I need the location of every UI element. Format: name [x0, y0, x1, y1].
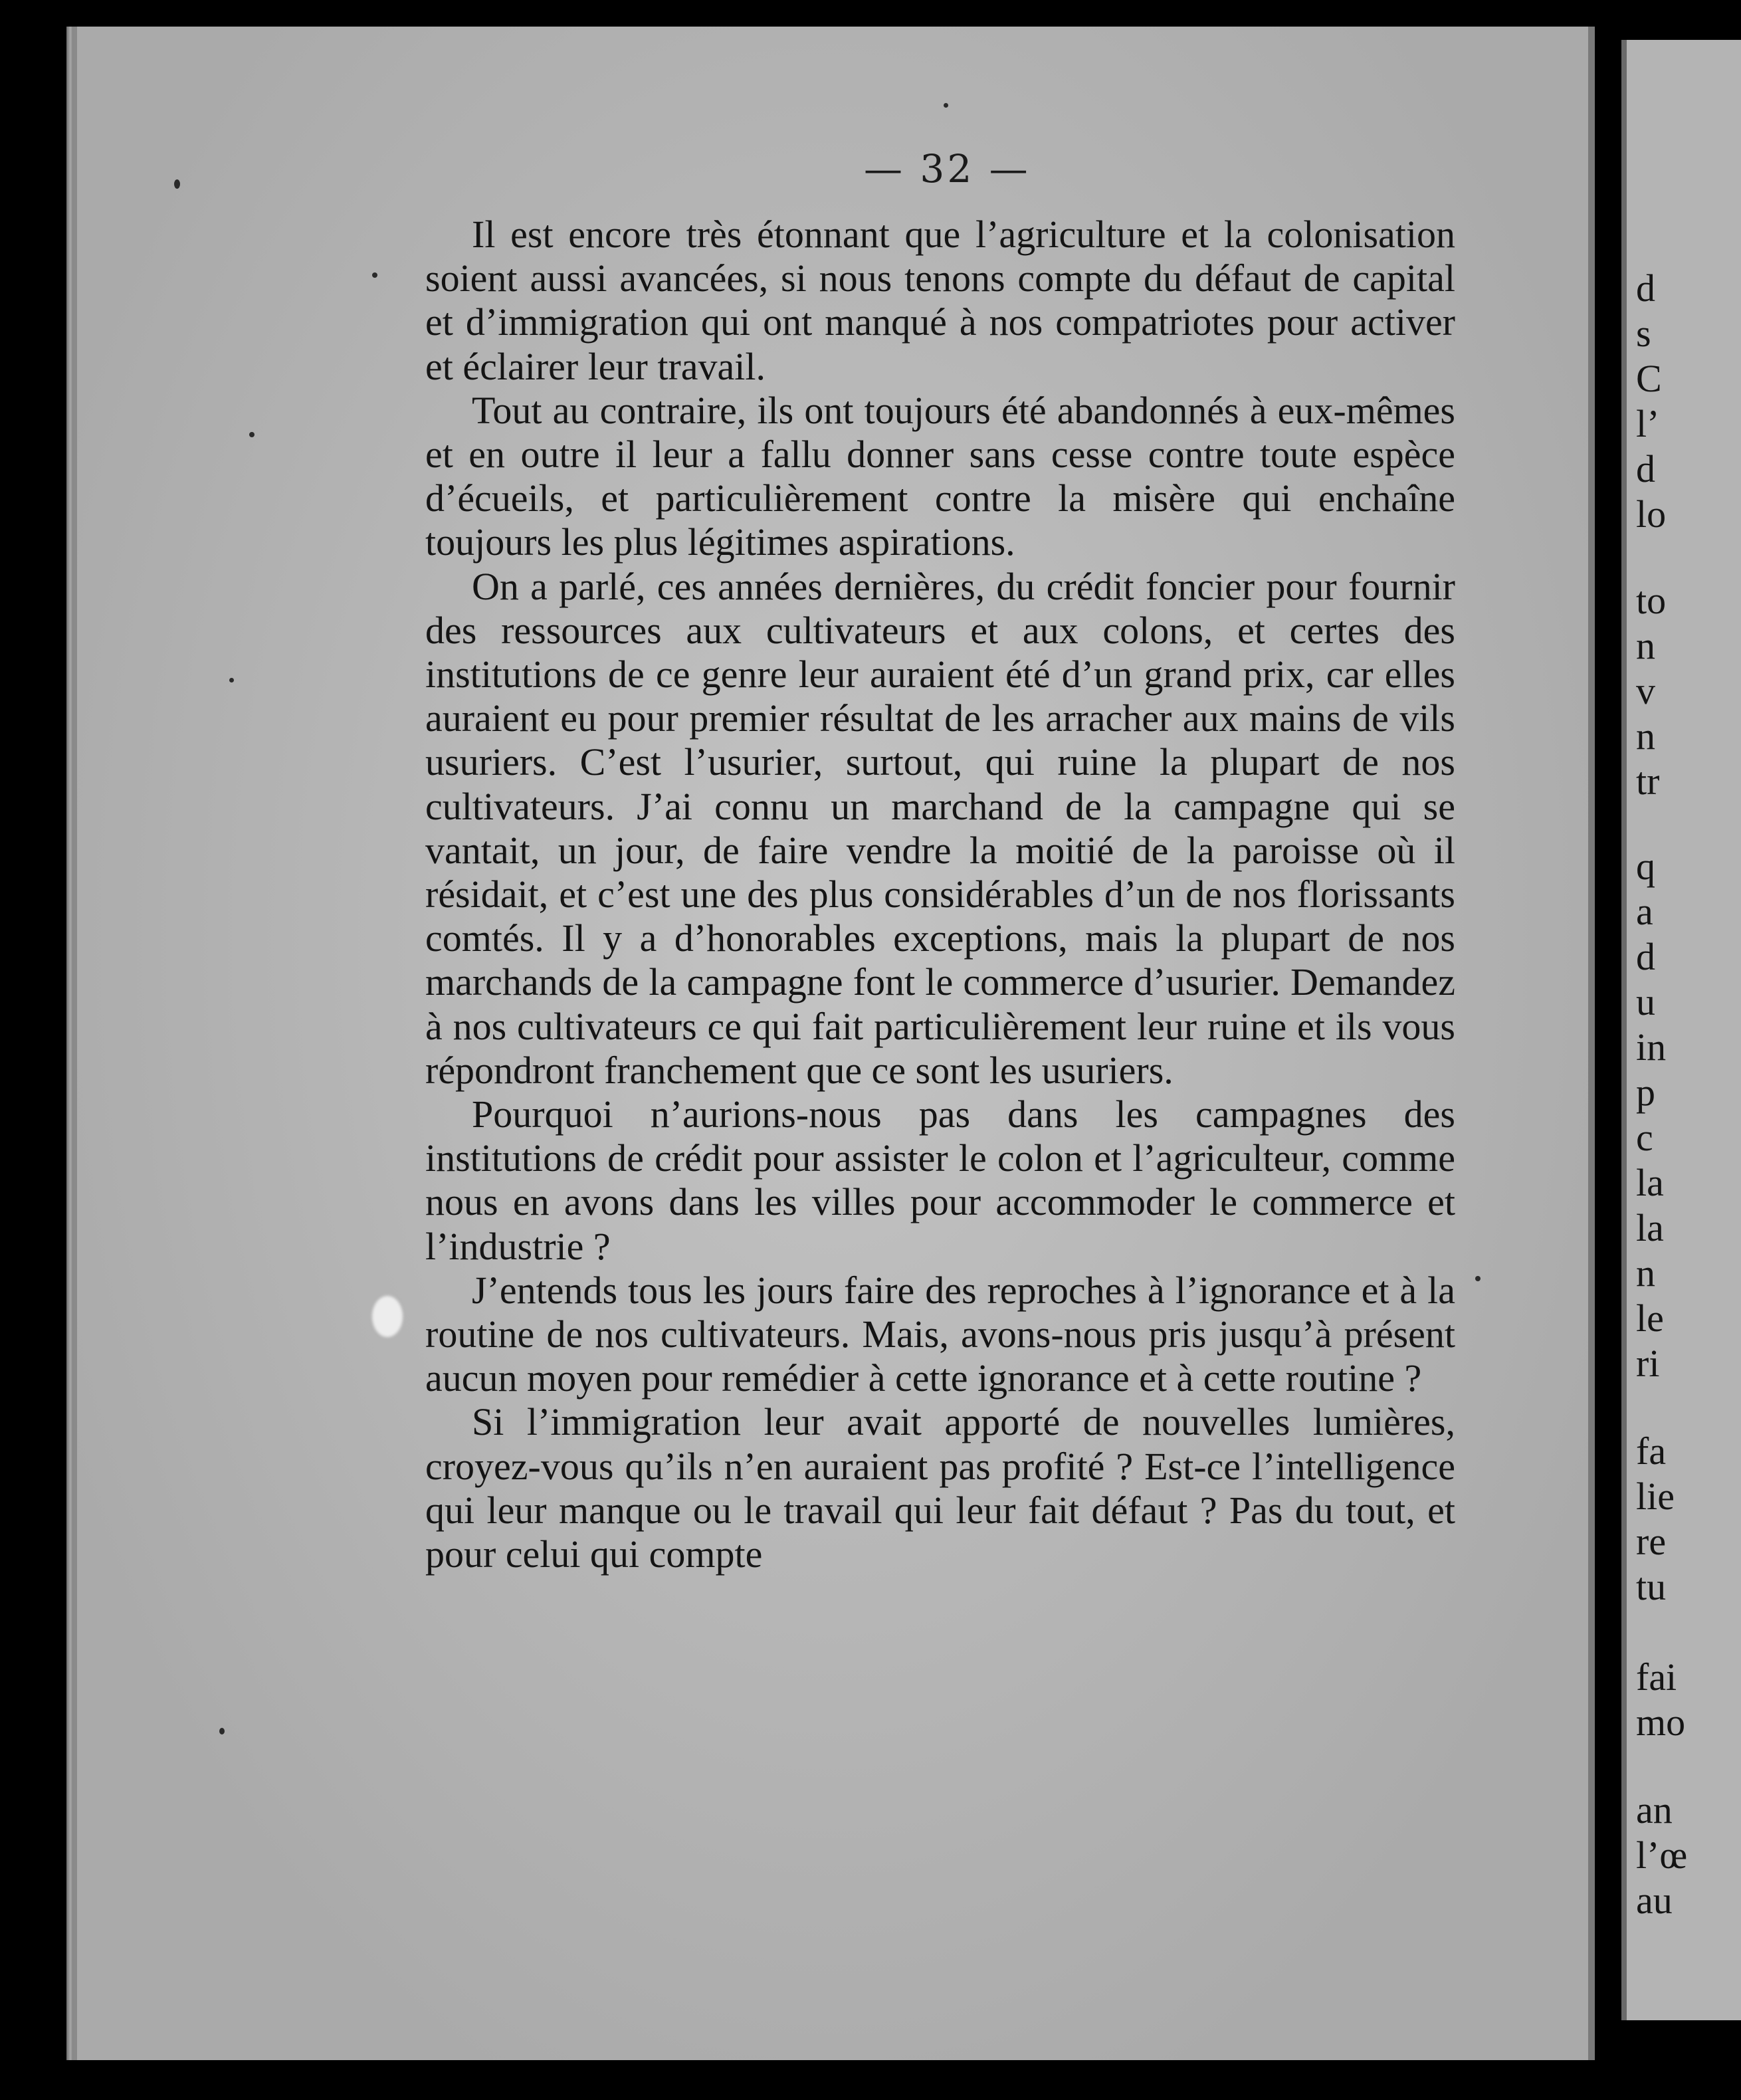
next-page-fragment: s [1636, 312, 1651, 355]
next-page-fragment: d [1636, 935, 1655, 978]
paragraph-3: On a parlé, ces années dernières, du crédit foncier pour fournir des ressources aux cultivateurs et aux colons, et certes des institutions de ce genre leur auraient été d’un grand prix, car elles auraient eu pour premier résultat de les arracher aux mains de vils usuriers. C’est l’usurier, surtout, qui ruine la plupart de nos cultivateurs. J’ai connu un marchand de la campagne qui se vantait, un jour, de faire vendre la moitié de la paroisse où il résidait, et c’est une des plus considérables d’un de nos florissants comtés. Il y a d’honorables exceptions, mais la plupart de nos marchands de la campagne font le commerce d’usurier. Demandez à nos cultivateurs ce qui fait particulièrement leur ruine et ils vous répondront franchement que ce sont les usuriers. [425, 564, 1455, 1092]
next-page-fragment: l’œ [1636, 1834, 1688, 1877]
next-page-fragment: c [1636, 1116, 1653, 1159]
next-page-fragment: d [1636, 447, 1655, 490]
next-page-fragment: au [1636, 1879, 1673, 1922]
next-page-fragment: la [1636, 1206, 1664, 1249]
next-page-fragment: in [1636, 1025, 1667, 1069]
next-page-fragment: ri [1636, 1342, 1660, 1385]
next-page-fragment: fai [1636, 1655, 1677, 1699]
next-page-fragment: lo [1636, 492, 1667, 536]
next-page-fragment: u [1636, 980, 1655, 1023]
next-page-fragment: tr [1636, 760, 1660, 803]
next-page-fragment: C [1636, 357, 1662, 400]
next-page-fragment: la [1636, 1161, 1664, 1204]
next-page-fragment: n [1636, 1251, 1655, 1295]
next-page-fragment: n [1636, 624, 1655, 667]
paragraph-1: Il est encore très étonnant que l’agriculture et la colonisation soient aussi avancées, si nous tenons compte du défaut de capital et d’immigration qui ont manqué à nos compatriotes pour activer et éclairer leur travail. [425, 213, 1455, 388]
dust-speck [174, 179, 180, 189]
next-page-fragment: v [1636, 669, 1655, 712]
paragraph-6: Si l’immigration leur avait apporté de nouvelles lumières, croyez-vous qu’ils n’en auraient pas profité ? Est-ce l’intelligence qui leur manque ou le travail qui leur fait défaut ? Pas du tout, et pour celui qui compte [425, 1400, 1455, 1576]
paragraph-5: J’entends tous les jours faire des reproches à l’ignorance et à la routine de nos cultivateurs. Mais, avons-nous pris jusqu’à présent aucun moyen pour remédier à cette ignorance et à cette routine ? [425, 1268, 1455, 1400]
next-page-fragment: an [1636, 1788, 1673, 1832]
next-page-fragment: lie [1636, 1475, 1675, 1518]
next-page-fragment: n [1636, 714, 1655, 758]
dust-speck [1475, 1276, 1481, 1281]
paper-blemish [372, 1296, 403, 1337]
dust-speck [944, 103, 948, 108]
next-page-fragment: tu [1636, 1565, 1667, 1608]
next-page-fragment: l’ [1636, 402, 1660, 445]
next-page-fragment: fa [1636, 1429, 1667, 1473]
body-text [425, 213, 1455, 1576]
next-page-fragment: q [1636, 845, 1655, 888]
dust-speck [229, 678, 234, 682]
paragraph-4: Pourquoi n’aurions-nous pas dans les campagnes des institutions de crédit pour assister le colon et l’agriculteur, comme nous en avons dans les villes pour accommoder le commerce et l’industrie ? [425, 1093, 1455, 1268]
dust-speck [219, 1728, 225, 1734]
next-page-fragment: mo [1636, 1701, 1686, 1744]
next-page-fragment: re [1636, 1520, 1667, 1563]
next-page-strip [1621, 40, 1741, 2020]
page-number: — 32 — [864, 146, 1031, 191]
next-page-fragment: a [1636, 890, 1653, 933]
dust-speck [372, 272, 377, 278]
paragraph-2: Tout au contraire, ils ont toujours été abandonnés à eux-mêmes et en outre il leur a fallu donner sans cesse contre toute espèce d’écueils, et particulièrement contre la misère qui enchaîne toujours les plus légitimes aspirations. [425, 388, 1455, 564]
next-page-fragment: p [1636, 1071, 1655, 1114]
next-page-fragment: to [1636, 579, 1667, 622]
dust-speck [249, 432, 255, 437]
next-page-fragment: le [1636, 1297, 1664, 1340]
next-page-fragment: d [1636, 266, 1655, 310]
